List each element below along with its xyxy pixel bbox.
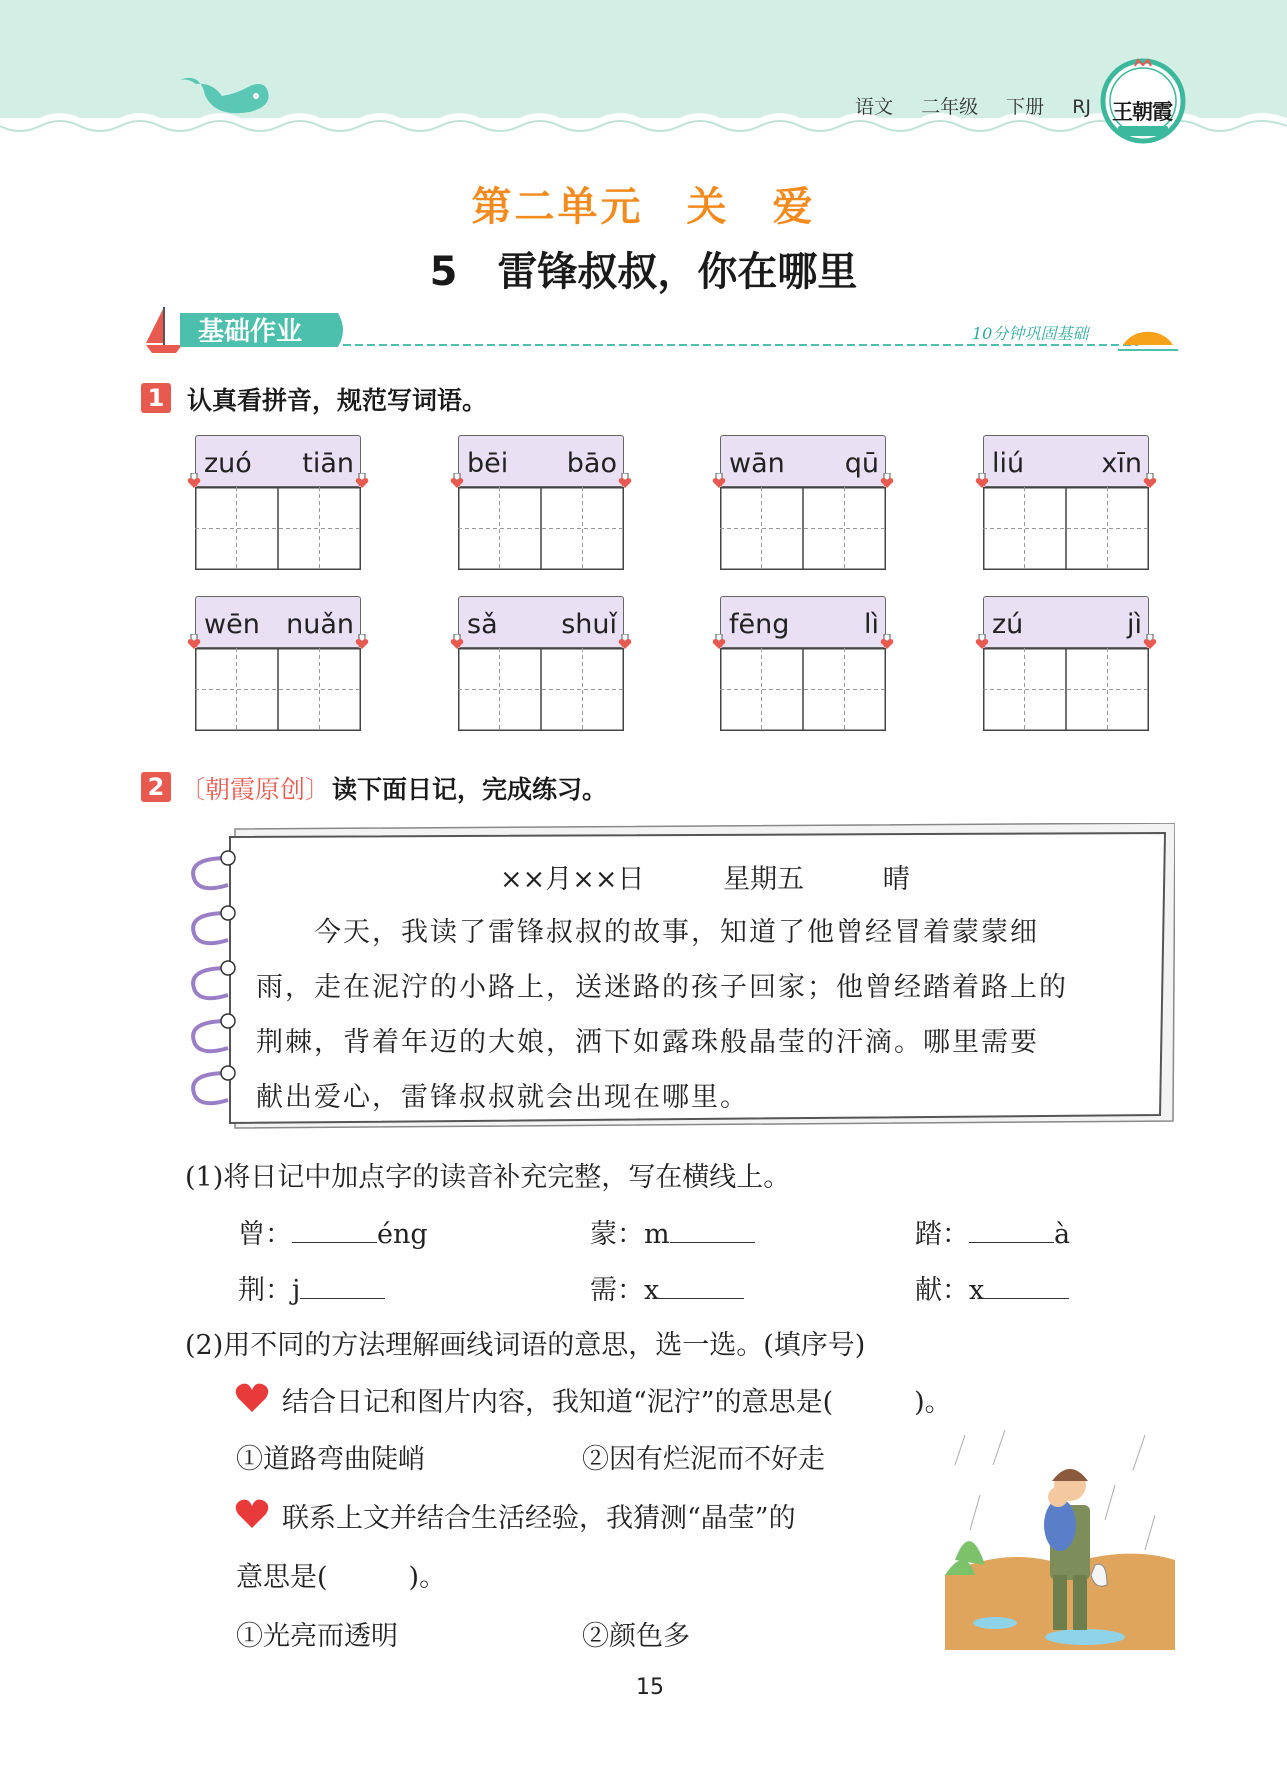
fill-prefix: x [644, 1275, 660, 1306]
option-2[interactable]: ②因有烂泥而不好走 [582, 1444, 825, 1475]
question-1-number: 1 [141, 383, 171, 413]
pinyin-writing-card [195, 596, 361, 731]
pinyin-label-box [458, 596, 624, 648]
diary-line: 献出爱心，雷锋叔叔就会出现在哪里。 [256, 1082, 749, 1113]
pinyin-label-box [983, 435, 1149, 487]
pinyin-syllable: zuó [204, 448, 252, 479]
subject-label: 语文 [855, 96, 894, 118]
tian-zi-writing-grid[interactable] [195, 648, 361, 731]
fill-char: 献： [915, 1275, 969, 1306]
page-number: 15 [636, 1675, 664, 1700]
question-1-text: 认真看拼音，规范写词语。 [187, 386, 488, 415]
answer-blank[interactable] [659, 1272, 744, 1299]
fill-prefix: m [644, 1219, 670, 1250]
question-2-tag: 〔朝霞原创〕 [180, 775, 331, 804]
pinyin-fill-item [590, 1268, 744, 1307]
volume-label: 下册 [1006, 96, 1045, 118]
sailboat-icon [146, 307, 182, 353]
pinyin-label-box [983, 596, 1149, 648]
tian-zi-writing-grid[interactable] [720, 487, 886, 570]
fill-suffix: éng [377, 1219, 428, 1250]
pinyin-syllable: lì [863, 609, 879, 640]
tian-zi-writing-grid[interactable] [720, 648, 886, 731]
pinyin-writing-card [983, 435, 1149, 570]
pinyin-writing-card [720, 435, 886, 570]
pinyin-writing-card [458, 596, 624, 731]
diary-line: 今天，我读了雷锋叔叔的故事，知道了他曾经冒着蒙蒙细 [256, 917, 1039, 948]
pinyin-syllable: tiān [302, 448, 354, 479]
diary-line: 荆棘，背着年迈的大娘，洒下如露珠般晶莹的汗滴。哪里需要 [256, 1027, 1039, 1058]
diary-header [500, 857, 980, 896]
pinyin-fill-item [590, 1212, 755, 1251]
tian-zi-writing-grid[interactable] [458, 487, 624, 570]
section-label: 基础作业 [198, 317, 303, 347]
option-2[interactable]: ②颜色多 [582, 1621, 690, 1652]
part-b-question: 联系上文并结合生活经验，我猜测“晶莹”的 [282, 1503, 796, 1534]
fill-suffix: à [1054, 1219, 1071, 1250]
answer-blank[interactable] [984, 1272, 1069, 1299]
sub-question-1: (1)将日记中加点字的读音补充完整，写在横线上。 [185, 1162, 791, 1193]
answer-blank[interactable] [300, 1272, 385, 1299]
lei-feng-in-rain-illustration [945, 1425, 1175, 1650]
grade-label: 二年级 [921, 96, 979, 118]
pinyin-writing-card [983, 596, 1149, 731]
pinyin-fill-item [238, 1268, 385, 1307]
pinyin-syllable: fēng [729, 609, 790, 640]
fill-char: 荆： [238, 1275, 292, 1306]
answer-blank[interactable] [969, 1216, 1054, 1243]
option-1[interactable]: ①光亮而透明 [236, 1621, 398, 1652]
pinyin-writing-card [195, 435, 361, 570]
sunrise-icon [1118, 332, 1178, 350]
fill-char: 曾： [238, 1219, 292, 1250]
diary-date: ××月××日 [500, 864, 645, 895]
pinyin-label-box [458, 435, 624, 487]
tian-zi-writing-grid[interactable] [983, 648, 1149, 731]
pinyin-fill-item [238, 1212, 428, 1251]
lesson-title: 5 雷锋叔叔，你在哪里 [429, 249, 858, 295]
pinyin-label-box [720, 596, 886, 648]
pinyin-label-box [720, 435, 886, 487]
question-2-text: 读下面日记，完成练习。 [332, 775, 608, 804]
tian-zi-writing-grid[interactable] [983, 487, 1149, 570]
option-1[interactable]: ①道路弯曲陡峭 [236, 1444, 425, 1475]
fill-char: 踏： [915, 1219, 969, 1250]
pinyin-fill-item [915, 1268, 1069, 1307]
pinyin-label-box [195, 596, 361, 648]
logo-text: 王朝霞 [1112, 99, 1172, 124]
sub-question-2: (2)用不同的方法理解画线词语的意思，选一选。(填序号) [185, 1330, 866, 1361]
spiral-rings-icon [193, 858, 228, 1103]
unit-title: 第二单元 关 爱 [471, 184, 816, 230]
pinyin-syllable: shuǐ [561, 609, 617, 640]
pinyin-writing-card [458, 435, 624, 570]
pinyin-syllable: sǎ [467, 609, 498, 640]
question-2-number: 2 [141, 772, 171, 802]
heart-icon [234, 1382, 270, 1414]
pinyin-syllable: jì [1126, 609, 1142, 640]
pinyin-syllable: zú [992, 609, 1024, 640]
pinyin-syllable: liú [992, 448, 1025, 479]
tian-zi-writing-grid[interactable] [195, 487, 361, 570]
tian-zi-writing-grid[interactable] [458, 648, 624, 731]
pinyin-syllable: nuǎn [286, 609, 354, 640]
heart-icon [234, 1498, 270, 1530]
pinyin-syllable: wēn [204, 609, 260, 640]
pinyin-syllable: bēi [467, 448, 509, 479]
answer-blank[interactable] [670, 1216, 755, 1243]
book-info [855, 92, 1113, 119]
fill-prefix: x [969, 1275, 985, 1306]
pinyin-syllable: bāo [566, 448, 617, 479]
header-band [0, 0, 1287, 150]
answer-blank[interactable] [292, 1216, 377, 1243]
part-b-question-cont: 意思是( )。 [236, 1562, 447, 1593]
diary-line: 雨，走在泥泞的小路上，送迷路的孩子回家；他曾经踏着路上的 [256, 972, 1068, 1003]
fill-char: 蒙： [590, 1219, 644, 1250]
pinyin-syllable: wān [729, 448, 785, 479]
edition-label: RJ [1072, 96, 1091, 118]
diary-weather: 晴 [882, 864, 910, 895]
pinyin-label-box [195, 435, 361, 487]
pinyin-writing-card [720, 596, 886, 731]
fill-prefix: j [292, 1275, 301, 1306]
part-a-question: 结合日记和图片内容，我知道“泥泞”的意思是( )。 [282, 1387, 952, 1418]
pinyin-syllable: xīn [1101, 448, 1142, 479]
diary-weekday: 星期五 [723, 864, 805, 895]
section-hint: 10分钟巩固基础 [972, 324, 1089, 343]
pinyin-fill-item [915, 1212, 1070, 1251]
pinyin-syllable: qū [844, 448, 879, 479]
fill-char: 需： [590, 1275, 644, 1306]
